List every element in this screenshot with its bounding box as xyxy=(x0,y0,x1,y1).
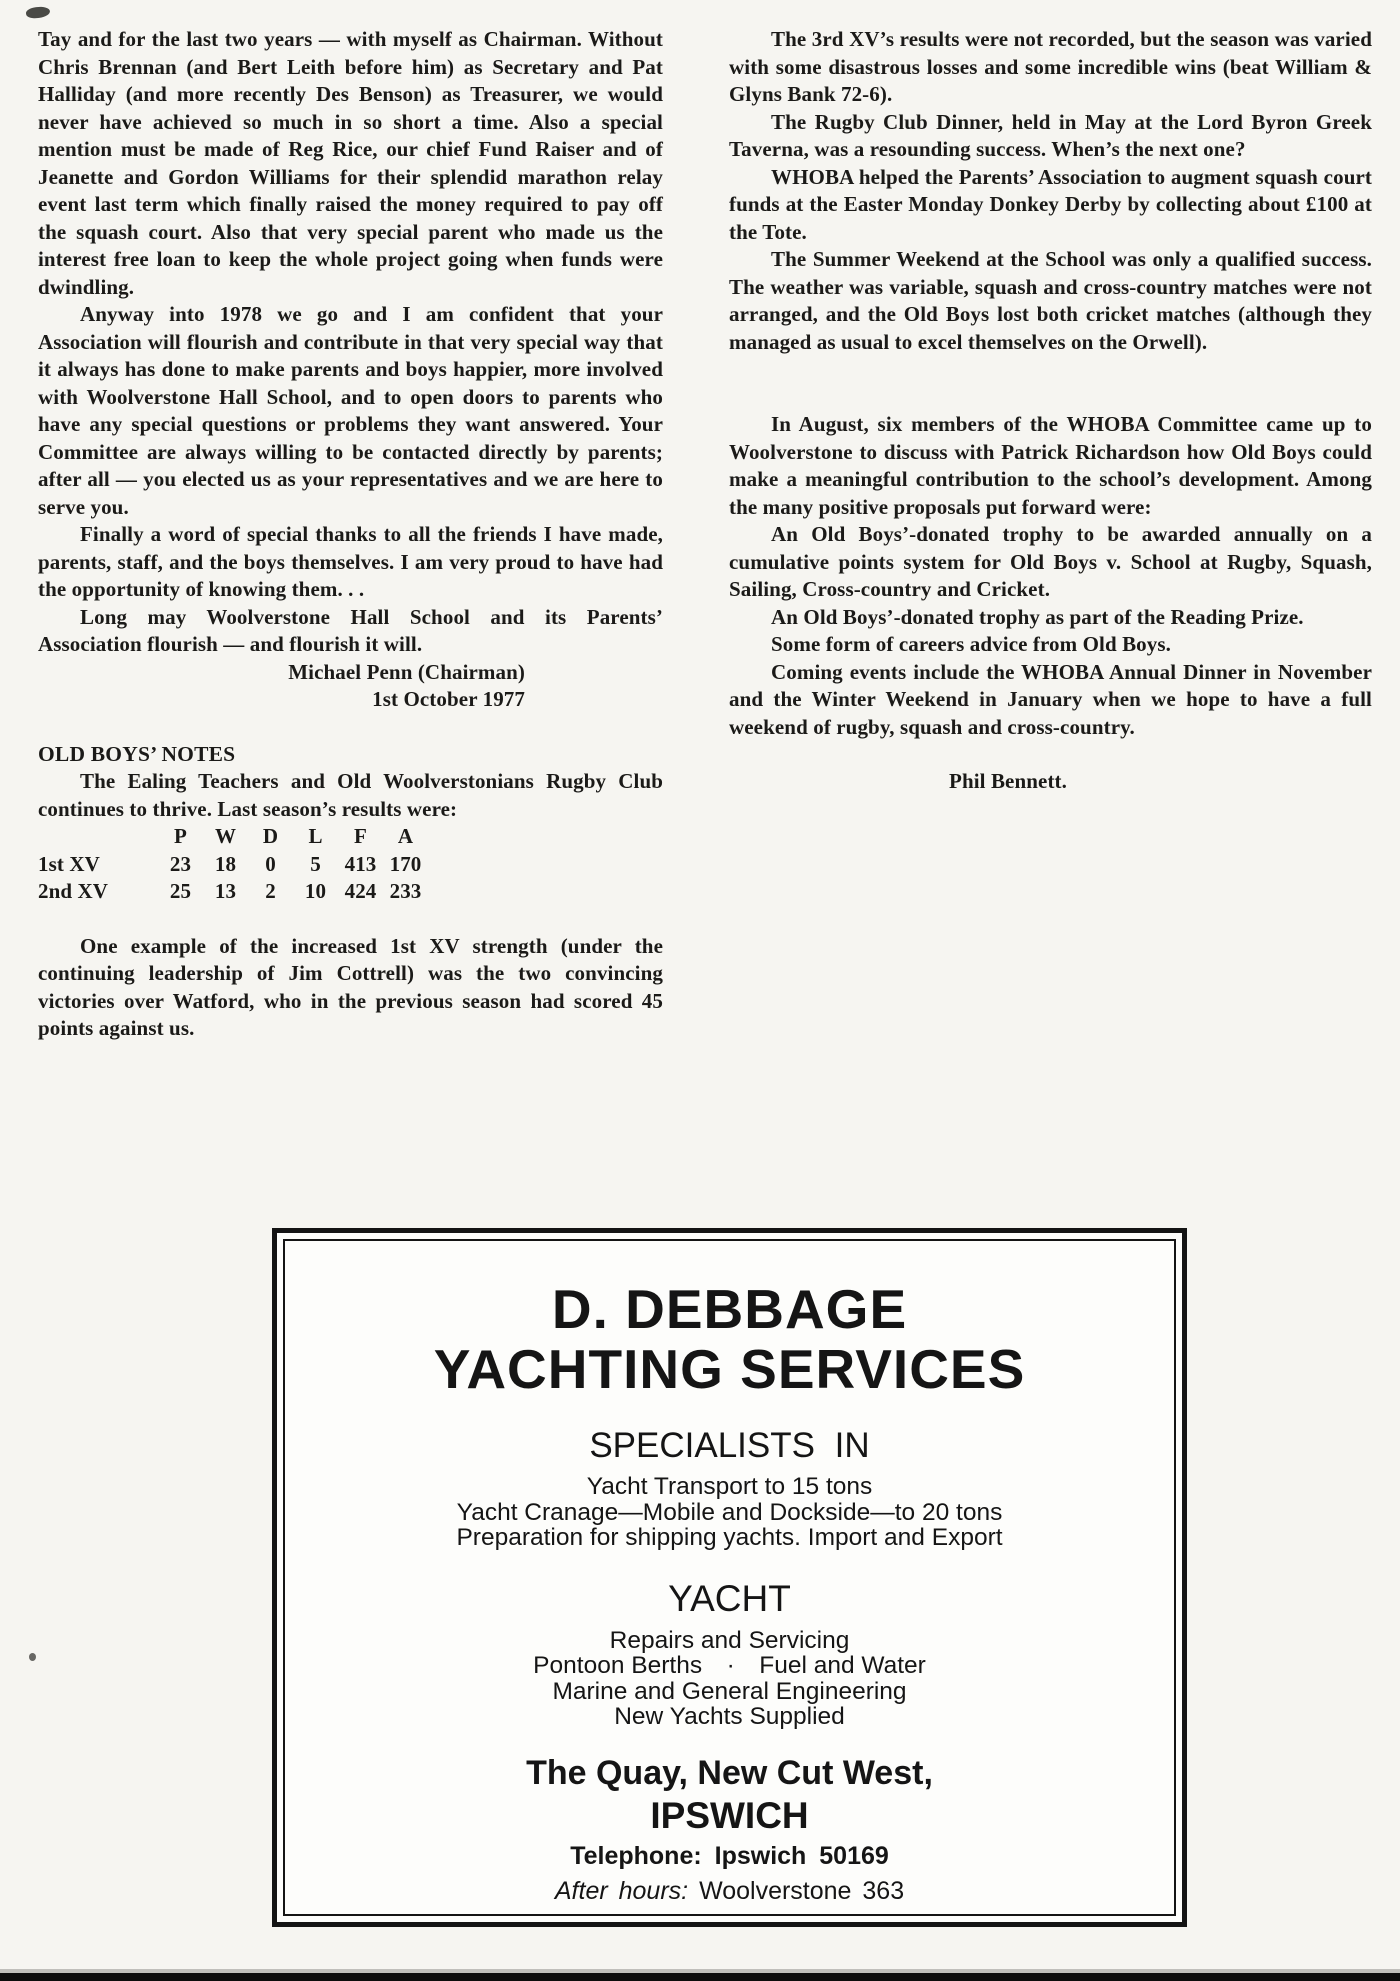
table-cell: 233 xyxy=(389,879,422,903)
paragraph-final-thanks: Finally a word of special thanks to all the friends I have made, parents, staff, and the boys themselves. I am very proud to have had the opportunity of knowing them. . . xyxy=(38,522,663,601)
advert-specialists-heading: SPECIALISTS IN xyxy=(589,1426,870,1465)
advert-line: Yacht Cranage—Mobile and Dockside—to 20 tons xyxy=(456,1498,1003,1526)
old-boys-notes-heading: OLD BOYS’ NOTES xyxy=(38,741,236,766)
signature-block xyxy=(38,659,663,714)
paragraph-whoba-tote: WHOBA helped the Parents’ Association to augment squash court funds at the Easter Monday Donkey Derby by collecting about £100 at the Tote. xyxy=(729,164,1372,244)
paragraph-chairman-thanks: Tay and for the last two years — with myself as Chairman. Without Chris Brennan (and Bert Leith before him) as Secretary and Pat Halliday (and more recently Des Benson) as Treasurer, we would never have achieved so much in so short a time. Also a special mention must be made of Reg Rice, our chief Fund Raiser and of Jeanette and Gordon Williams for their splendid marathon relay event last term which finally raised the money required to pay off the squash court. Also that very special parent who made us the interest free loan to keep the whole project going when funds were dwindling. xyxy=(38,27,663,299)
advert-line: Yacht Transport to 15 tons xyxy=(586,1473,873,1500)
table-col-header-played: P xyxy=(174,824,187,848)
paragraph-trophy-points: An Old Boys’-donated trophy to be awarded annually on a cumulative points system for Old Boys v. School at Rugby, Squash, Sailing, Cross-country and Cricket. xyxy=(729,522,1372,601)
results-table xyxy=(38,823,663,906)
advert-telephone xyxy=(285,1838,1174,1874)
signature-date: 1st October 1977 xyxy=(372,687,525,711)
scan-artifact-bottom-bar xyxy=(0,1973,1400,1981)
advert-after-hours xyxy=(285,1874,1174,1908)
advert-title-line2: YACHTING SERVICES xyxy=(433,1338,1026,1400)
advert-specialists-lines xyxy=(285,1474,1174,1551)
advert-line: Preparation for shipping yachts. Import and Export xyxy=(456,1524,1003,1551)
signature-phil-bennett: Phil Bennett. xyxy=(949,769,1067,793)
advert-line: Pontoon Berths · Fuel and Water xyxy=(533,1652,926,1679)
table-cell: 0 xyxy=(265,851,276,876)
paragraph-august-committee: In August, six members of the WHOBA Committee came up to Woolverstone to discuss with Patrick Richardson how Old Boys could make a meaningful contribution to the school’s development. Among the many positive proposals put forward were: xyxy=(729,412,1372,519)
advert-box xyxy=(272,1228,1187,1927)
paragraph-old-boys-intro: The Ealing Teachers and Old Woolverstonians Rugby Club continues to thrive. Last season’s results were: xyxy=(38,769,663,821)
table-col-header-for: F xyxy=(354,824,367,848)
table-col-header-against: A xyxy=(397,824,414,848)
advert-yacht-lines xyxy=(285,1628,1174,1730)
paragraph-3rd-xv: The 3rd XV’s results were not recorded, but the season was varied with some disastrous losses and some incredible wins (beat William & Glyns Bank 72-6). xyxy=(729,27,1372,106)
paragraph-careers-advice: Some form of careers advice from Old Boys. xyxy=(771,632,1172,656)
paragraph-one-example: One example of the increased 1st XV strength (under the continuing leadership of Jim Cottrell) was the two convincing victories over Watford, who in the previous season had scored 45 points against us. xyxy=(38,933,663,1040)
signature-name: Michael Penn (Chairman) xyxy=(288,659,525,684)
table-cell: 413 xyxy=(344,851,377,876)
left-column xyxy=(38,26,663,1043)
advert-address-line1: The Quay, New Cut West, xyxy=(526,1753,933,1792)
scan-artifact-smudge xyxy=(25,5,50,19)
table-cell: 170 xyxy=(389,851,422,876)
advert-after-hours-value: Woolverstone 363 xyxy=(699,1876,905,1905)
table-col-header-drawn: D xyxy=(262,824,279,848)
table-header-row xyxy=(38,823,663,851)
advert-line: New Yachts Supplied xyxy=(614,1703,845,1730)
table-cell: 13 xyxy=(214,879,237,903)
paragraph-coming-events: Coming events include the WHOBA Annual Dinner in November and the Winter Weekend in January when we hope to have a full weekend of rugby, squash and cross-country. xyxy=(729,659,1372,739)
advert-telephone-value: Ipswich 50169 xyxy=(714,1841,889,1870)
advert-telephone-label: Telephone: xyxy=(570,1841,702,1870)
advert-line: Repairs and Servicing xyxy=(609,1626,850,1654)
scan-artifact-dot xyxy=(29,1653,36,1661)
advert-inner-border xyxy=(283,1239,1176,1916)
table-row xyxy=(38,851,663,879)
table-cell: 424 xyxy=(344,879,377,903)
table-cell: 25 xyxy=(169,879,192,903)
paragraph-long-may: Long may Woolverstone Hall School and its Parents’ Association flourish — and flourish it will. xyxy=(38,604,663,656)
paragraph-into-1978: Anyway into 1978 we go and I am confident that your Association will flourish and contribute in that very special way that it always has done to make parents and boys happier, more involved with Woolverstone Hall School, and to open doors to parents who have any special questions or problems they want answered. Your Committee are always willing to be contacted directly by parents; after all — you elected us as your representatives and we are here to serve you. xyxy=(38,302,663,519)
table-col-header-won: W xyxy=(214,824,237,848)
right-column xyxy=(729,26,1372,796)
table-cell: 18 xyxy=(214,851,237,876)
advert-address-line2: IPSWICH xyxy=(650,1794,809,1836)
paragraph-summer-weekend: The Summer Weekend at the School was only a qualified success. The weather was variable, squash and cross-country matches were not arranged, and the Old Boys lost both cricket matches (although they managed as usual to excel themselves on the Orwell). xyxy=(729,247,1372,354)
table-header-spacer xyxy=(38,823,158,851)
advert-title-line1: D. DEBBAGE xyxy=(551,1278,908,1340)
table-cell: 10 xyxy=(304,879,327,903)
table-cell: 23 xyxy=(169,851,192,876)
paragraph-trophy-reading: An Old Boys’-donated trophy as part of the Reading Prize. xyxy=(771,604,1304,629)
table-cell: 5 xyxy=(310,851,321,876)
table-row-label: 1st XV xyxy=(38,851,100,876)
advert-yacht-heading: YACHT xyxy=(668,1577,791,1619)
table-cell: 2 xyxy=(265,879,276,903)
table-row xyxy=(38,878,663,906)
advert-line: Marine and General Engineering xyxy=(552,1677,907,1705)
table-col-header-lost: L xyxy=(308,824,323,848)
paragraph-rugby-dinner: The Rugby Club Dinner, held in May at the Lord Byron Greek Taverna, was a resounding success. When’s the next one? xyxy=(729,109,1372,161)
table-row-label: 2nd XV xyxy=(38,879,109,903)
advert-after-hours-label: After hours: xyxy=(554,1876,689,1905)
